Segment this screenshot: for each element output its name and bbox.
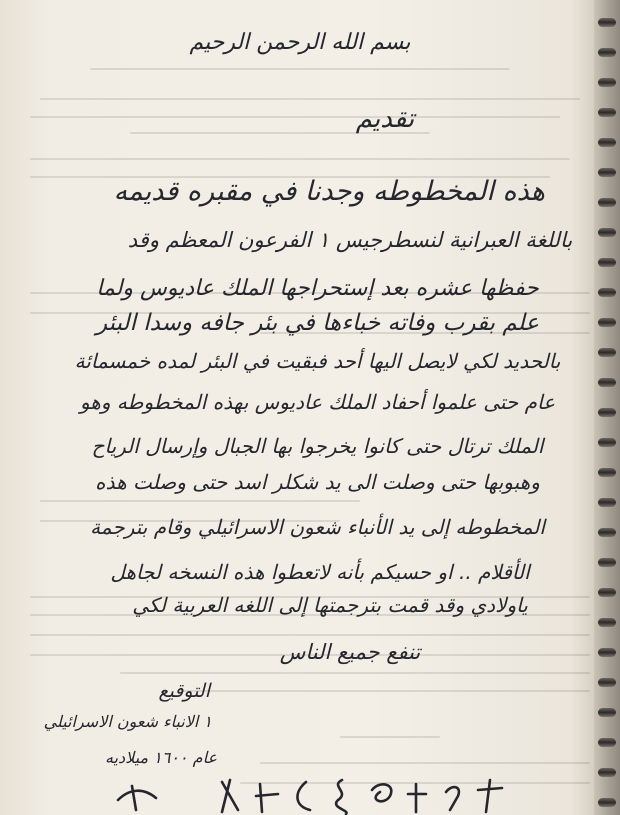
body-line-4: علم بقرب وفاته خباءها في بئر جافه وسدا البئر — [95, 310, 540, 336]
body-line-1: هذه المخطوطه وجدنا في مقبره قديمه — [113, 176, 545, 207]
body-line-3: حفظها عشره بعد إستحراجها الملك عاديوس ولما — [96, 276, 539, 301]
signature-date: عام ١٦٠٠ ميلاديه — [105, 748, 217, 767]
body-line-6: عام حتى علموا أحفاد الملك عاديوس بهذه المخطوطه وهو — [79, 390, 556, 414]
signature-name: ١ الانباء شعون الاسرائيلي — [43, 712, 212, 731]
body-line-12: تنفع جميع الناس — [279, 640, 421, 664]
basmala: بسم الله الرحمن الرحيم — [189, 30, 411, 55]
bottom-glyph-strokes — [110, 770, 510, 815]
body-line-7: الملك ترتال حتى كانوا يخرجوا بها الجبال وإرسال الرياح — [91, 434, 544, 458]
heading: تقديم — [355, 104, 415, 134]
body-line-11: ياولادي وقد قمت بترجمتها إلى اللغه العربية لكي — [132, 593, 528, 617]
body-line-8: وهبوبها حتى وصلت الى يد شكلر اسد حتى وصلت هذه — [95, 470, 540, 494]
body-line-5: بالحديد لكي لايصل اليها أحد فبقيت في البئر لمده خمسمائة — [74, 349, 561, 373]
signature-label: التوقيع — [158, 680, 210, 702]
body-line-2: باللغة العبرانية لنسطرجيس ١ الفرعون المعظم وقد — [127, 228, 573, 252]
body-line-9: المخطوطه إلى يد الأنباء شعون الاسرائيلي وقام بترجمة — [90, 515, 545, 539]
body-line-10: الأقلام .. او حسيكم بأنه لاتعطوا هذه النسخه لجاهل — [110, 560, 530, 584]
